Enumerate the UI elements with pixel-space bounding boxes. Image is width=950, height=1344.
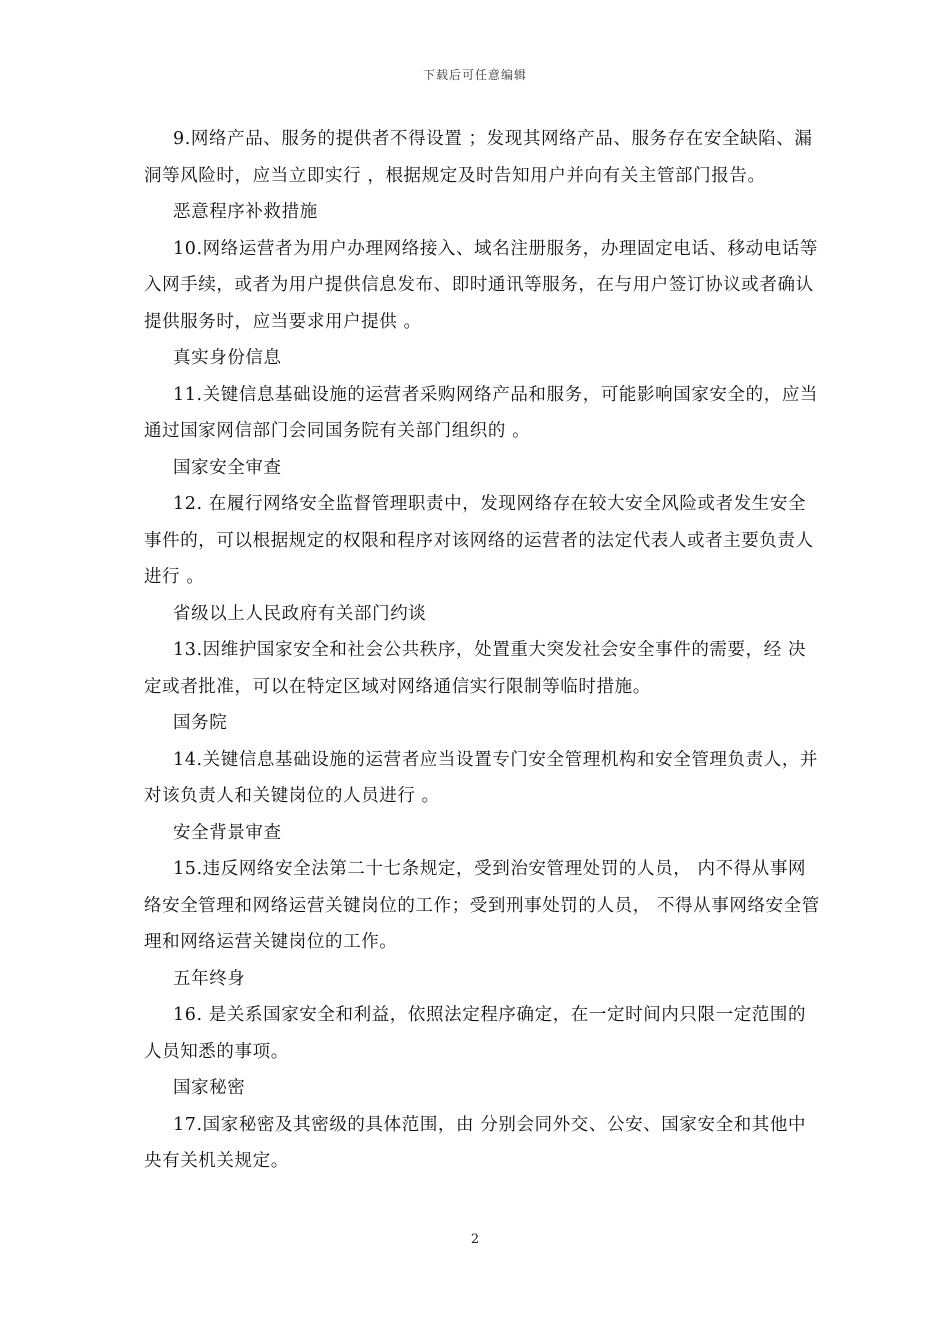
- question-10: 10.网络运营者为用户办理网络接入、域名注册服务，办理固定电话、移动电话等入网手续，或者为用户提供信息发布、即时通讯等服务，在与用户签订协议或者确认提供服务时，应当要求用户提供 。: [144, 238, 819, 332]
- answer-15: 五年终身: [173, 968, 246, 989]
- answer-10: 真实身份信息: [173, 348, 282, 368]
- question-16: 16. 是关系国家安全和利益，依照法定程序确定，在一定时间内只限一定范围的人员知悉的事项。: [144, 1005, 807, 1062]
- answer-13: 国务院: [173, 713, 228, 733]
- page-number: 2: [470, 1232, 480, 1247]
- question-13: 13.因维护国家安全和社会公共秩序，处置重大突发社会安全事件的需要，经 决定或者批准，可以在特定区域对网络通信实行限制等临时措施。: [144, 640, 807, 697]
- question-9: 9.网络产品、服务的提供者不得设置 ；发现其网络产品、服务存在安全缺陷、漏洞等风险时，应当立即实行 ，根据规定及时告知用户并向有关主管部门报告。: [144, 129, 813, 186]
- question-12: 12. 在履行网络安全监督管理职责中，发现网络存在较大安全风险或者发生安全事件的，可以根据规定的权限和程序对该网络的运营者的法定代表人或者主要负责人进行 。: [144, 494, 814, 587]
- answer-12: 省级以上人民政府有关部门约谈: [173, 603, 427, 624]
- answer-16: 国家秘密: [173, 1078, 246, 1098]
- question-11: 11.关键信息基础设施的运营者采购网络产品和服务，可能影响国家安全的，应当通过国家网信部门会同国务院有关部门组织的 。: [144, 384, 819, 441]
- answer-9: 恶意程序补救措施: [173, 202, 318, 222]
- question-15: 15.违反网络安全法第二十七条规定，受到治安管理处罚的人员， 内不得从事网络安全管理和网络运营关键岗位的工作；受到刑事处罚的人员， 不得从事网络安全管理和网络运营关键岗位的工作。: [144, 859, 820, 952]
- question-14: 14.关键信息基础设施的运营者应当设置专门安全管理机构和安全管理负责人，并对该负责人和关键岗位的人员进行 。: [144, 749, 819, 806]
- document-body: [144, 121, 824, 1180]
- answer-14: 安全背景审查: [173, 822, 282, 843]
- page-header-note: 下载后可任意编辑: [422, 68, 527, 82]
- answer-11: 国家安全审查: [173, 457, 282, 478]
- question-17: 17.国家秘密及其密级的具体范围，由 分别会同外交、公安、国家安全和其他中央有关机关规定。: [144, 1114, 807, 1171]
